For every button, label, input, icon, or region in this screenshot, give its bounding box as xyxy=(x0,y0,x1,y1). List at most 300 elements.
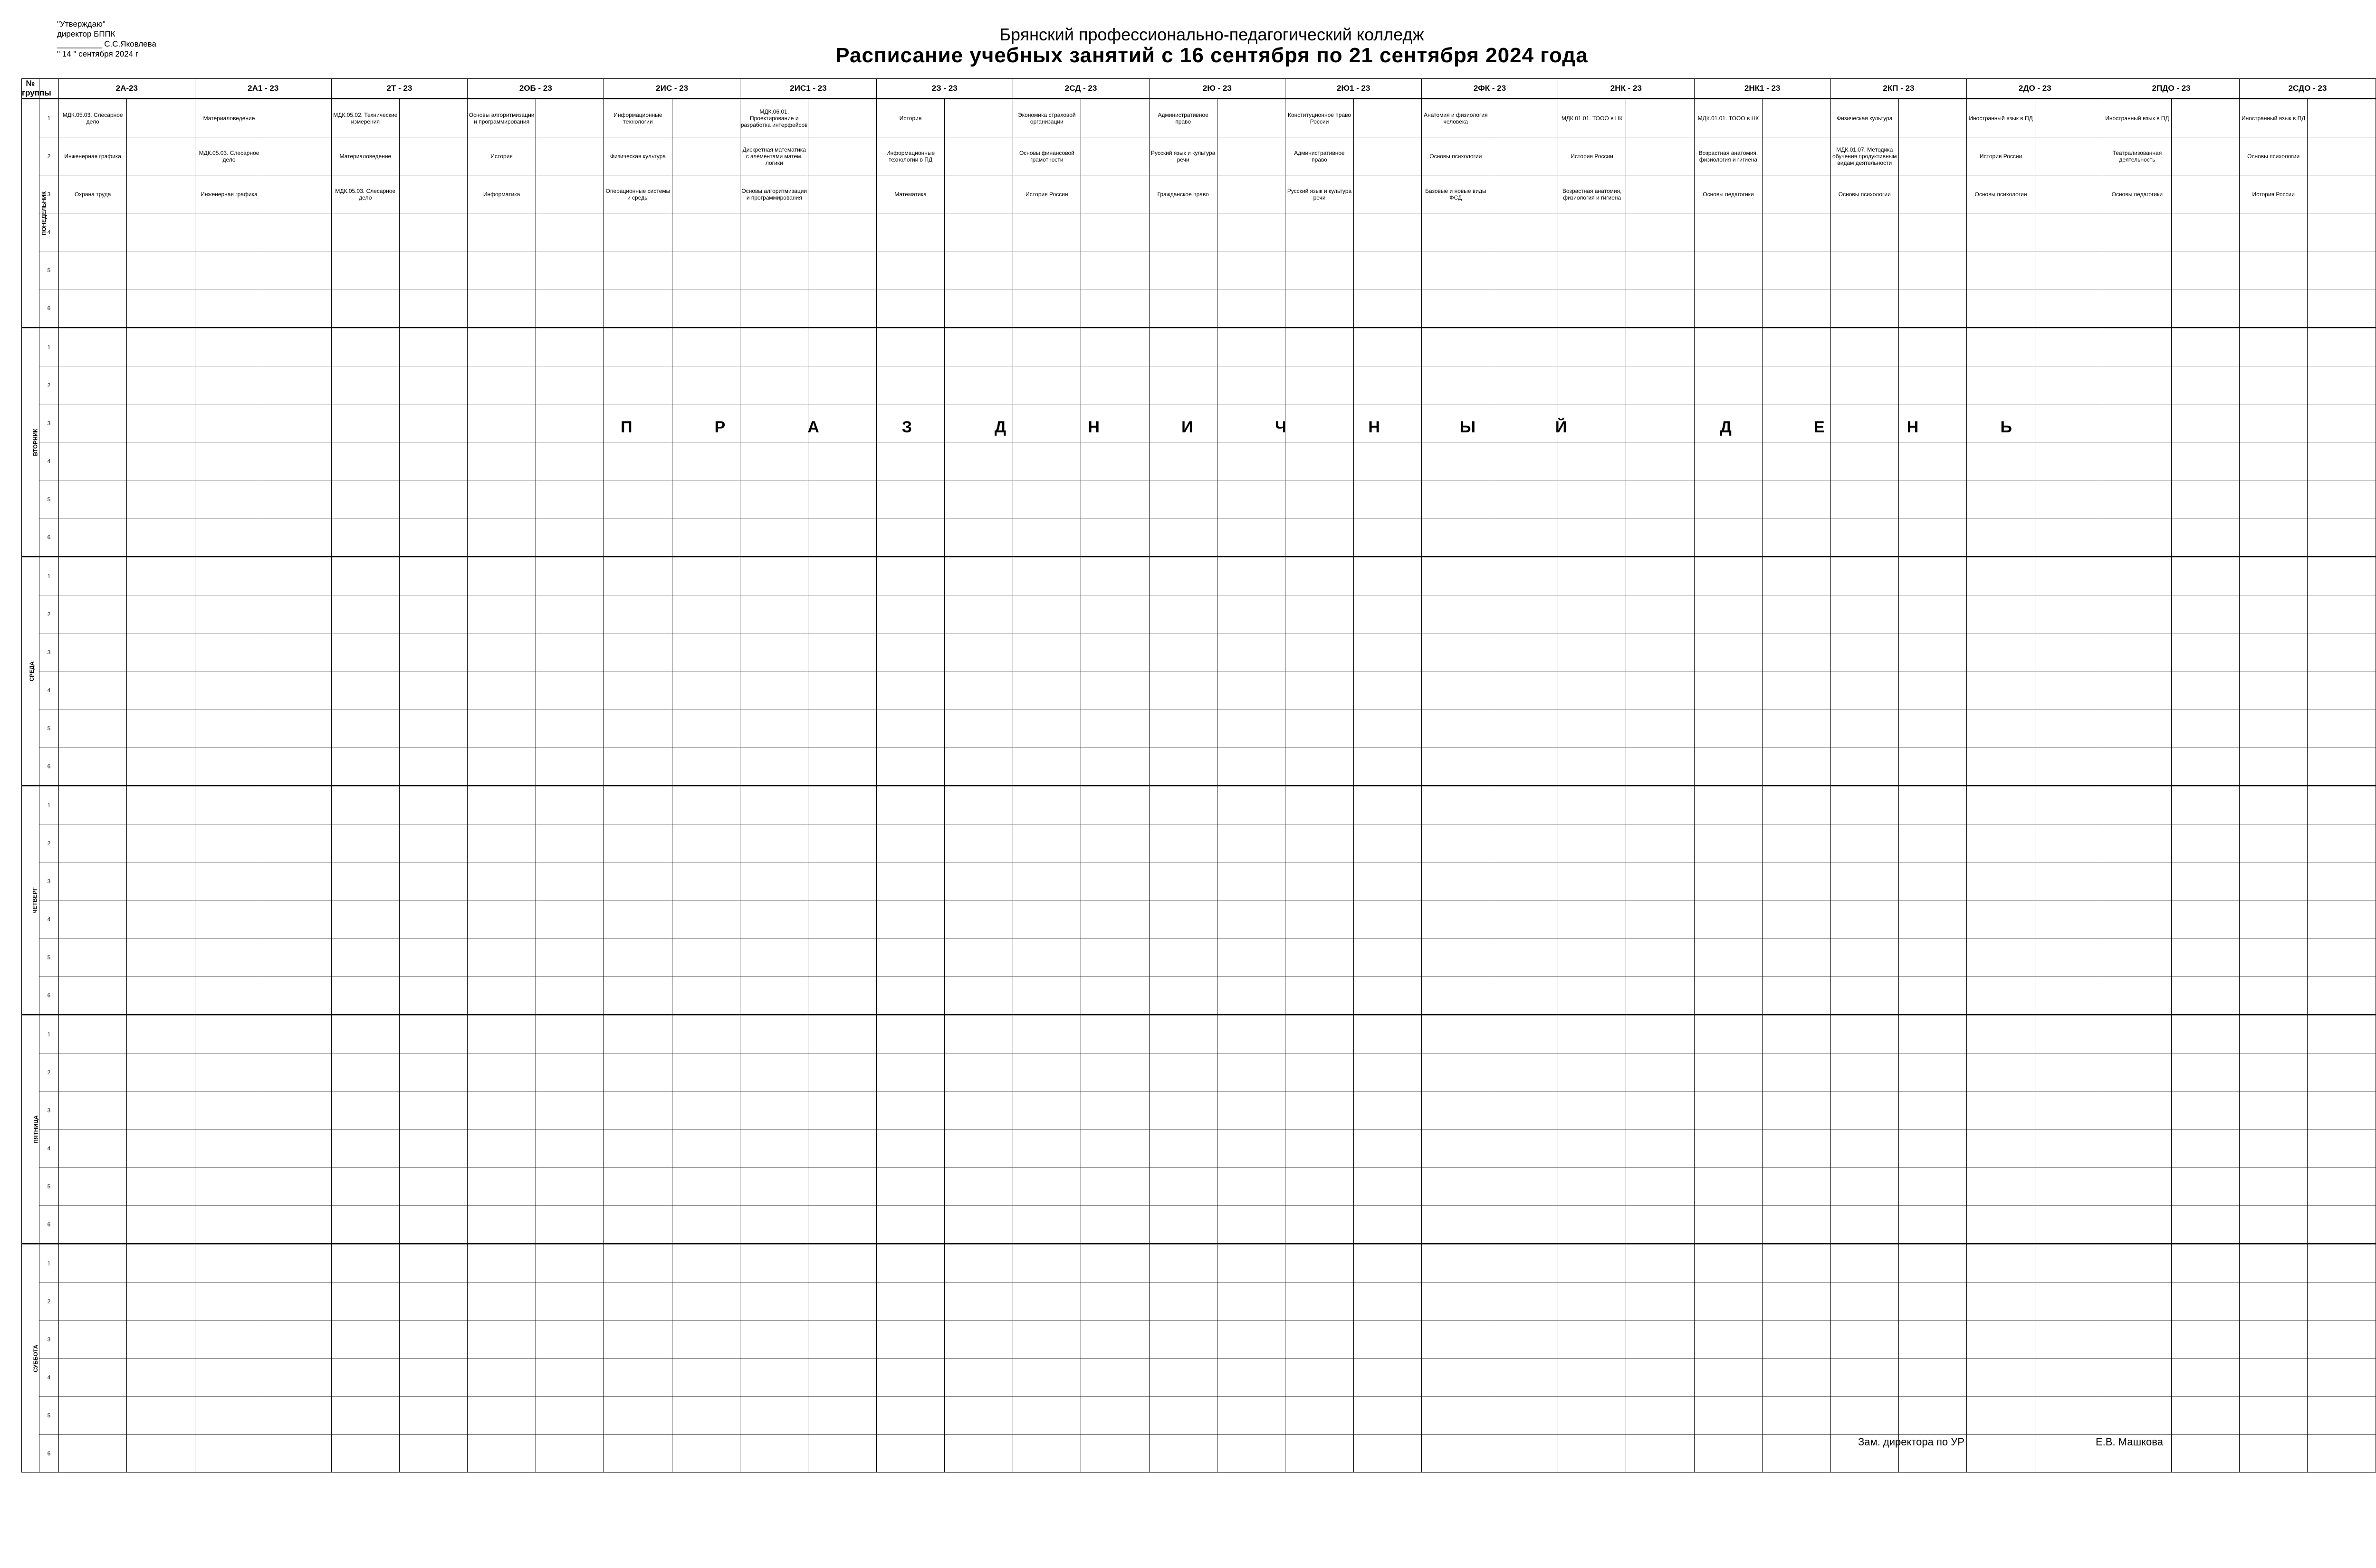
room-cell xyxy=(1626,1129,1694,1167)
lesson-cell xyxy=(1558,1015,1626,1053)
room-cell xyxy=(672,1358,740,1396)
holiday-banner xyxy=(580,418,2053,437)
room-cell xyxy=(263,1205,331,1244)
group-header: 2ФК - 23 xyxy=(1422,79,1558,99)
lesson-cell xyxy=(59,747,127,786)
lesson-cell xyxy=(2240,1434,2308,1472)
lesson-cell xyxy=(59,1091,127,1129)
room-cell xyxy=(2035,213,2103,251)
lesson-cell xyxy=(2240,442,2308,480)
room-cell xyxy=(945,99,1013,137)
lesson-cell xyxy=(604,1244,672,1282)
room-cell xyxy=(672,366,740,404)
lesson-cell xyxy=(2240,1091,2308,1129)
lesson-cell xyxy=(195,938,263,976)
lesson-cell: Возрастная анатомия, физиология и гигиена xyxy=(1558,175,1626,213)
room-cell xyxy=(2035,786,2103,824)
room-cell xyxy=(672,480,740,518)
lesson-cell xyxy=(740,328,808,366)
room-cell xyxy=(1490,175,1558,213)
room-cell xyxy=(2308,1320,2376,1358)
room-cell xyxy=(1217,938,1285,976)
room-cell xyxy=(1353,289,1421,328)
room-cell xyxy=(1763,709,1830,747)
room-cell xyxy=(1763,900,1830,938)
lesson-cell xyxy=(1830,1129,1898,1167)
lesson-cell xyxy=(604,786,672,824)
lesson-cell xyxy=(1149,747,1217,786)
lesson-cell xyxy=(740,633,808,671)
room-cell xyxy=(2308,1434,2376,1472)
lesson-cell xyxy=(1422,213,1490,251)
lesson-cell xyxy=(1149,1358,1217,1396)
room-cell xyxy=(672,862,740,900)
lesson-cell xyxy=(1694,1053,1762,1091)
lesson-cell xyxy=(2240,480,2308,518)
pair-row xyxy=(22,251,2376,289)
lesson-cell: Основы психологии xyxy=(2240,137,2308,175)
lesson-cell xyxy=(740,595,808,633)
room-cell xyxy=(400,862,468,900)
room-cell xyxy=(1898,442,1966,480)
lesson-cell: Основы финансовой грамотности xyxy=(1013,137,1081,175)
room-cell xyxy=(808,1129,876,1167)
lesson-cell xyxy=(1967,900,2035,938)
room-cell xyxy=(945,1434,1013,1472)
lesson-cell xyxy=(740,480,808,518)
lesson-cell xyxy=(876,747,944,786)
lesson-cell xyxy=(195,1396,263,1434)
room-cell xyxy=(1626,900,1694,938)
lesson-cell xyxy=(1558,213,1626,251)
lesson-cell xyxy=(1149,900,1217,938)
room-cell xyxy=(1490,938,1558,976)
room-cell xyxy=(1353,175,1421,213)
lesson-cell xyxy=(1149,1015,1217,1053)
room-cell xyxy=(400,213,468,251)
room-cell xyxy=(1353,1282,1421,1320)
room-cell xyxy=(1353,213,1421,251)
lesson-cell xyxy=(1149,824,1217,862)
room-cell xyxy=(808,99,876,137)
lesson-cell xyxy=(1830,595,1898,633)
lesson-cell: Материаловедение xyxy=(331,137,399,175)
room-cell xyxy=(1081,175,1149,213)
holiday-letter: Е xyxy=(1814,418,1825,436)
lesson-cell xyxy=(740,518,808,557)
lesson-cell xyxy=(1285,1091,1353,1129)
lesson-cell xyxy=(740,289,808,328)
lesson-cell xyxy=(1967,1282,2035,1320)
room-cell xyxy=(1217,671,1285,709)
lesson-cell xyxy=(604,709,672,747)
lesson-cell: МДК.05.03. Слесарное дело xyxy=(331,175,399,213)
room-cell xyxy=(808,1396,876,1434)
lesson-cell xyxy=(59,786,127,824)
room-cell xyxy=(672,671,740,709)
room-cell xyxy=(1490,671,1558,709)
room-cell xyxy=(536,786,604,824)
pair-number: 1 xyxy=(39,786,59,824)
room-cell xyxy=(2308,1282,2376,1320)
lesson-cell xyxy=(2240,366,2308,404)
lesson-cell xyxy=(195,747,263,786)
room-cell xyxy=(536,175,604,213)
pair-row xyxy=(22,518,2376,557)
room-cell xyxy=(1898,251,1966,289)
lesson-cell xyxy=(1013,595,1081,633)
lesson-cell xyxy=(740,1205,808,1244)
room-cell xyxy=(1081,1205,1149,1244)
room-cell xyxy=(2308,518,2376,557)
room-cell xyxy=(808,1434,876,1472)
holiday-letter: Ч xyxy=(1275,418,1286,436)
lesson-cell xyxy=(1422,480,1490,518)
room-cell xyxy=(127,786,195,824)
room-cell xyxy=(1763,1053,1830,1091)
lesson-cell xyxy=(59,404,127,442)
lesson-cell: Возрастная анатомия, физиология и гигиена xyxy=(1694,137,1762,175)
lesson-cell xyxy=(1694,595,1762,633)
room-cell xyxy=(1626,824,1694,862)
room-cell xyxy=(1081,328,1149,366)
lesson-cell xyxy=(1285,1205,1353,1244)
lesson-cell xyxy=(195,633,263,671)
lesson-cell xyxy=(1830,1167,1898,1205)
corner-label: № группы xyxy=(22,79,39,99)
lesson-cell xyxy=(1422,1244,1490,1282)
room-cell xyxy=(945,518,1013,557)
room-cell xyxy=(127,938,195,976)
lesson-cell xyxy=(1422,1015,1490,1053)
lesson-cell xyxy=(195,824,263,862)
room-cell xyxy=(127,1167,195,1205)
room-cell xyxy=(1217,366,1285,404)
room-cell xyxy=(127,404,195,442)
room-cell xyxy=(808,1244,876,1282)
lesson-cell xyxy=(1285,824,1353,862)
room-cell xyxy=(1763,1434,1830,1472)
lesson-cell xyxy=(1558,1320,1626,1358)
room-cell xyxy=(2035,1358,2103,1396)
room-cell xyxy=(672,938,740,976)
room-cell xyxy=(1626,1396,1694,1434)
lesson-cell xyxy=(1285,289,1353,328)
room-cell xyxy=(2171,404,2239,442)
lesson-cell xyxy=(1967,1244,2035,1282)
room-cell xyxy=(1081,862,1149,900)
pair-number: 6 xyxy=(39,289,59,328)
lesson-cell xyxy=(468,557,536,595)
room-cell xyxy=(2308,137,2376,175)
lesson-cell: МДК.01.01. ТООО в НК xyxy=(1558,99,1626,137)
room-cell xyxy=(2171,442,2239,480)
pair-row xyxy=(22,1167,2376,1205)
group-header: 2СД - 23 xyxy=(1013,79,1149,99)
lesson-cell xyxy=(1558,1205,1626,1244)
lesson-cell xyxy=(1558,938,1626,976)
pair-row xyxy=(22,862,2376,900)
room-cell xyxy=(1217,1282,1285,1320)
room-cell xyxy=(1081,137,1149,175)
lesson-cell xyxy=(468,251,536,289)
room-cell xyxy=(536,518,604,557)
lesson-cell xyxy=(468,328,536,366)
lesson-cell xyxy=(1694,1129,1762,1167)
room-cell xyxy=(400,366,468,404)
room-cell xyxy=(672,976,740,1015)
lesson-cell xyxy=(195,1015,263,1053)
room-cell xyxy=(1081,1091,1149,1129)
room-cell xyxy=(945,1205,1013,1244)
room-cell xyxy=(400,900,468,938)
lesson-cell xyxy=(1013,1091,1081,1129)
room-cell xyxy=(945,442,1013,480)
room-cell xyxy=(536,633,604,671)
pair-number: 4 xyxy=(39,442,59,480)
room-cell xyxy=(1763,747,1830,786)
pair-number: 6 xyxy=(39,747,59,786)
room-cell xyxy=(945,824,1013,862)
lesson-cell xyxy=(1149,1282,1217,1320)
room-cell xyxy=(536,1091,604,1129)
room-cell xyxy=(400,1129,468,1167)
lesson-cell xyxy=(1013,1434,1081,1472)
lesson-cell xyxy=(740,1244,808,1282)
room-cell xyxy=(672,824,740,862)
room-cell xyxy=(1763,1015,1830,1053)
lesson-cell xyxy=(740,1434,808,1472)
lesson-cell xyxy=(59,595,127,633)
room-cell xyxy=(2308,99,2376,137)
lesson-cell xyxy=(740,557,808,595)
lesson-cell xyxy=(2103,1053,2171,1091)
lesson-cell xyxy=(2240,328,2308,366)
lesson-cell xyxy=(1149,442,1217,480)
lesson-cell xyxy=(604,747,672,786)
lesson-cell xyxy=(1694,824,1762,862)
lesson-cell xyxy=(1013,1053,1081,1091)
lesson-cell xyxy=(59,976,127,1015)
pair-number: 6 xyxy=(39,976,59,1015)
room-cell xyxy=(1081,518,1149,557)
lesson-cell xyxy=(1285,862,1353,900)
room-cell xyxy=(127,328,195,366)
lesson-cell xyxy=(1967,1320,2035,1358)
lesson-cell: История xyxy=(876,99,944,137)
lesson-cell xyxy=(1285,1244,1353,1282)
room-cell xyxy=(672,557,740,595)
lesson-cell: Административное право xyxy=(1149,99,1217,137)
lesson-cell xyxy=(2240,1244,2308,1282)
room-cell xyxy=(263,671,331,709)
lesson-cell xyxy=(1967,251,2035,289)
lesson-cell xyxy=(1422,1434,1490,1472)
room-cell xyxy=(400,747,468,786)
room-cell xyxy=(127,1053,195,1091)
room-cell xyxy=(1081,99,1149,137)
room-cell xyxy=(2171,99,2239,137)
lesson-cell: Основы алгоритмизации и программирования xyxy=(468,99,536,137)
room-cell xyxy=(400,99,468,137)
lesson-cell xyxy=(2240,900,2308,938)
room-cell xyxy=(672,633,740,671)
room-cell xyxy=(1217,709,1285,747)
room-cell xyxy=(400,251,468,289)
room-cell xyxy=(1490,366,1558,404)
room-cell xyxy=(1353,366,1421,404)
lesson-cell xyxy=(468,709,536,747)
room-cell xyxy=(263,1396,331,1434)
lesson-cell xyxy=(604,328,672,366)
lesson-cell xyxy=(604,518,672,557)
lesson-cell: Иностранный язык в ПД xyxy=(1967,99,2035,137)
room-cell xyxy=(1763,1091,1830,1129)
room-cell xyxy=(1626,328,1694,366)
room-cell xyxy=(2308,900,2376,938)
lesson-cell xyxy=(1558,1129,1626,1167)
pair-row xyxy=(22,213,2376,251)
lesson-cell: Физическая культура xyxy=(604,137,672,175)
pair-number: 6 xyxy=(39,518,59,557)
room-cell xyxy=(1217,1320,1285,1358)
lesson-cell xyxy=(740,862,808,900)
pair-number: 5 xyxy=(39,709,59,747)
lesson-cell xyxy=(1694,518,1762,557)
room-cell xyxy=(945,557,1013,595)
pair-row xyxy=(22,824,2376,862)
room-cell xyxy=(808,1358,876,1396)
room-cell xyxy=(263,213,331,251)
holiday-letter: А xyxy=(807,418,819,436)
lesson-cell: Русский язык и культура речи xyxy=(1149,137,1217,175)
lesson-cell xyxy=(1013,557,1081,595)
room-cell xyxy=(945,633,1013,671)
lesson-cell xyxy=(59,557,127,595)
room-cell xyxy=(263,480,331,518)
room-cell xyxy=(808,1167,876,1205)
lesson-cell xyxy=(1558,862,1626,900)
room-cell xyxy=(1898,1015,1966,1053)
room-cell xyxy=(2171,213,2239,251)
lesson-cell xyxy=(2103,251,2171,289)
room-cell xyxy=(2171,1244,2239,1282)
lesson-cell xyxy=(1149,1205,1217,1244)
lesson-cell xyxy=(604,1282,672,1320)
room-cell xyxy=(263,595,331,633)
deputy-position: Зам. директора по УР xyxy=(1858,1436,1964,1448)
lesson-cell xyxy=(468,518,536,557)
room-cell xyxy=(263,1015,331,1053)
lesson-cell: Основы педагогики xyxy=(2103,175,2171,213)
lesson-cell xyxy=(604,976,672,1015)
room-cell xyxy=(2035,557,2103,595)
room-cell xyxy=(536,557,604,595)
lesson-cell xyxy=(468,900,536,938)
pair-row xyxy=(22,786,2376,824)
lesson-cell xyxy=(2240,1205,2308,1244)
lesson-cell xyxy=(331,709,399,747)
room-cell xyxy=(1217,328,1285,366)
room-cell xyxy=(263,900,331,938)
lesson-cell xyxy=(1830,251,1898,289)
room-cell xyxy=(1763,557,1830,595)
room-cell xyxy=(2171,137,2239,175)
lesson-cell xyxy=(2103,480,2171,518)
room-cell xyxy=(1217,213,1285,251)
room-cell xyxy=(1898,480,1966,518)
room-cell xyxy=(672,1015,740,1053)
room-cell xyxy=(1898,366,1966,404)
day-label xyxy=(22,99,48,328)
pair-row xyxy=(22,1358,2376,1396)
room-cell xyxy=(2035,862,2103,900)
lesson-cell xyxy=(1830,1320,1898,1358)
room-cell xyxy=(945,900,1013,938)
holiday-letter: Й xyxy=(1555,418,1567,436)
pair-row xyxy=(22,99,2376,137)
lesson-cell xyxy=(1830,1396,1898,1434)
room-cell xyxy=(1081,595,1149,633)
lesson-cell xyxy=(2103,328,2171,366)
room-cell xyxy=(263,366,331,404)
room-cell xyxy=(808,824,876,862)
lesson-cell xyxy=(1013,938,1081,976)
room-cell xyxy=(672,1167,740,1205)
room-cell xyxy=(2035,1434,2103,1472)
room-cell xyxy=(263,251,331,289)
room-cell xyxy=(808,366,876,404)
room-cell xyxy=(263,328,331,366)
lesson-cell xyxy=(331,557,399,595)
room-cell xyxy=(127,1091,195,1129)
room-cell xyxy=(1081,366,1149,404)
room-cell xyxy=(263,137,331,175)
room-cell xyxy=(1898,862,1966,900)
lesson-cell xyxy=(1694,1244,1762,1282)
lesson-cell xyxy=(1422,595,1490,633)
group-header: 2З - 23 xyxy=(876,79,1013,99)
room-cell xyxy=(945,251,1013,289)
lesson-cell xyxy=(1967,328,2035,366)
lesson-cell xyxy=(876,518,944,557)
lesson-cell xyxy=(1558,480,1626,518)
room-cell xyxy=(2035,1396,2103,1434)
lesson-cell xyxy=(1967,213,2035,251)
room-cell xyxy=(127,747,195,786)
room-cell xyxy=(1081,442,1149,480)
room-cell xyxy=(1490,518,1558,557)
room-cell xyxy=(400,1282,468,1320)
room-cell xyxy=(1898,1205,1966,1244)
lesson-cell xyxy=(1830,366,1898,404)
room-cell xyxy=(672,1053,740,1091)
lesson-cell xyxy=(1285,328,1353,366)
lesson-cell xyxy=(1422,557,1490,595)
room-cell xyxy=(1626,747,1694,786)
room-cell xyxy=(2035,1015,2103,1053)
room-cell xyxy=(808,1282,876,1320)
room-cell xyxy=(1490,595,1558,633)
pair-row xyxy=(22,366,2376,404)
lesson-cell xyxy=(1558,633,1626,671)
room-cell xyxy=(536,1053,604,1091)
lesson-cell xyxy=(740,1167,808,1205)
holiday-letter: Н xyxy=(1907,418,1919,436)
lesson-cell xyxy=(195,289,263,328)
room-cell xyxy=(1898,709,1966,747)
lesson-cell xyxy=(195,1434,263,1472)
